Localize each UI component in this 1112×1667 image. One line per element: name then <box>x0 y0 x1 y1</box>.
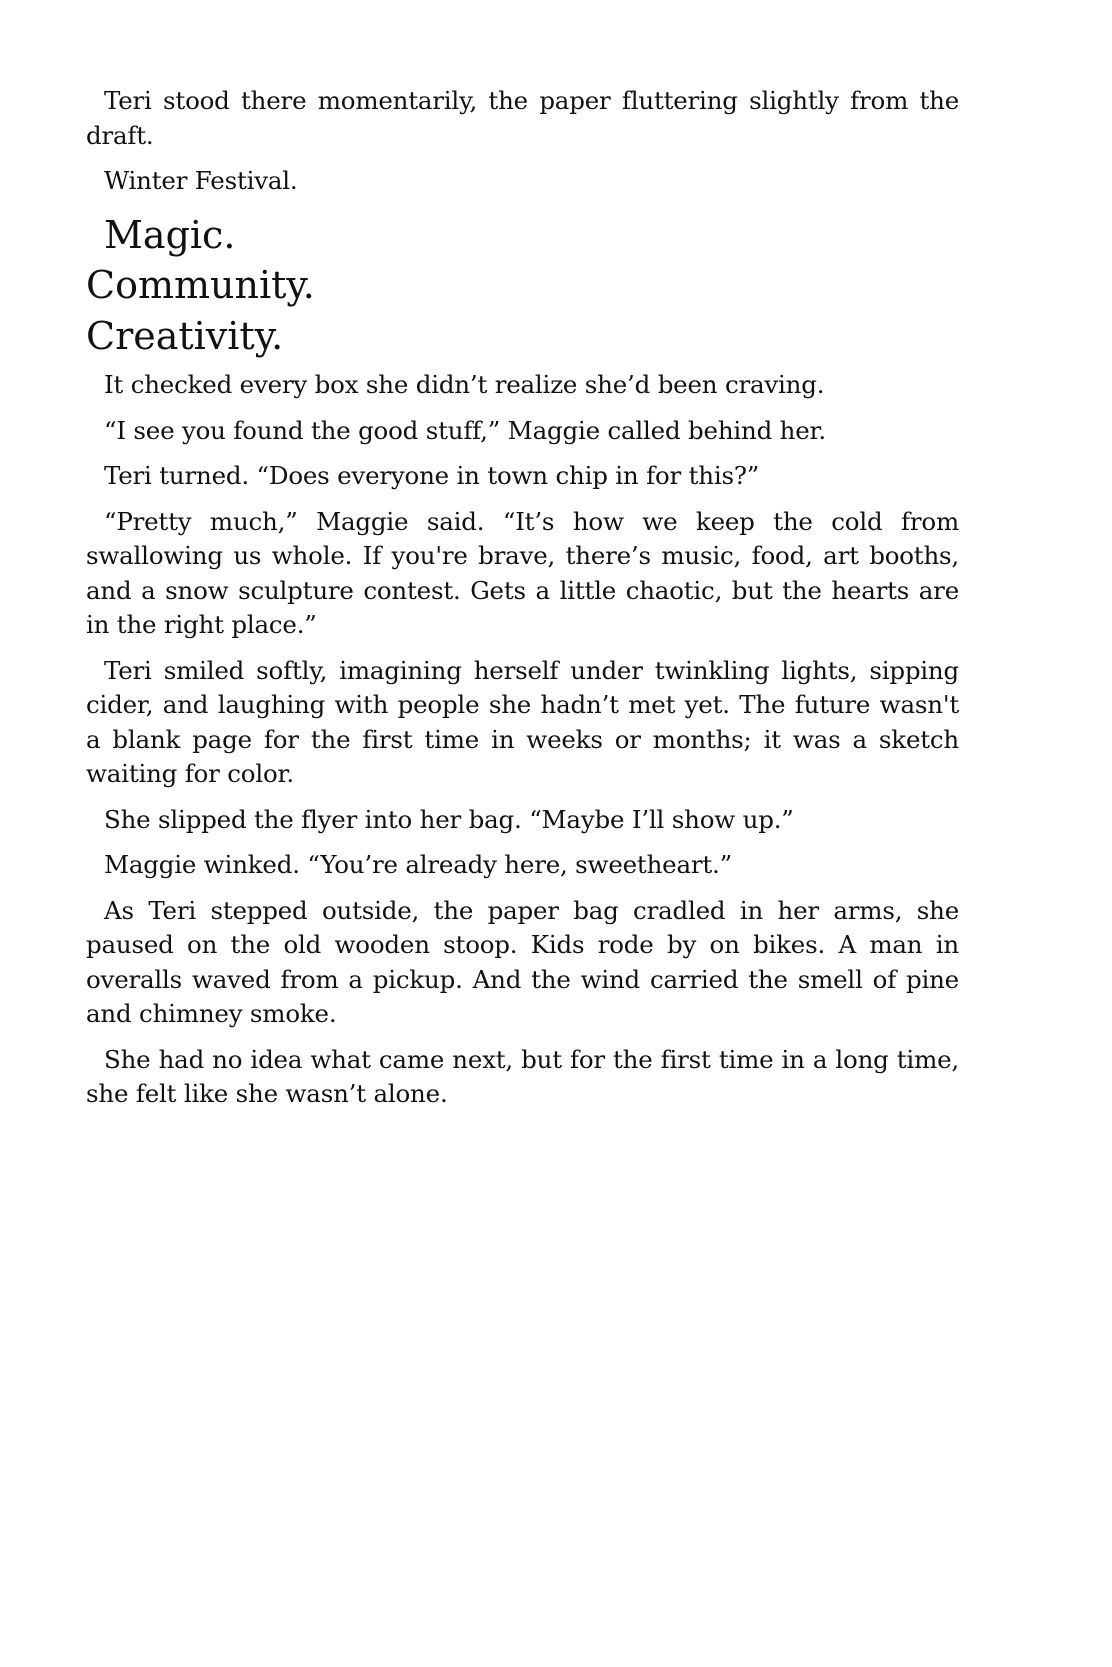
highlight-line-community: Community. <box>86 263 315 307</box>
paragraph: She slipped the flyer into her bag. “Maybe I’ll show up.” <box>104 804 794 834</box>
paragraph: As Teri stepped outside, the paper bag cradled in her arms, she paused on the old wooden stoop. Kids rode by on bikes. A man in overalls waved from a pickup. And the wind carried the smell of pine and chimney smoke. <box>86 895 959 1028</box>
highlight-block <box>86 210 959 362</box>
paragraph: Teri turned. “Does everyone in town chip in for this?” <box>104 461 760 490</box>
paragraph: It checked every box she didn’t realize she’d been craving. <box>104 370 825 399</box>
document-page <box>86 84 959 1123</box>
paragraph: “I see you found the good stuff,” Maggie called behind her. <box>104 415 826 445</box>
paragraph: Teri stood there momentarily, the paper fluttering slightly from the draft. <box>86 86 959 150</box>
highlight-line-magic: Magic. <box>104 212 236 257</box>
paragraph: Teri smiled softly, imagining herself under twinkling lights, sipping cider, and laughing with people she hadn’t met yet. The future wasn't a blank page for the first time in weeks or months; it was a sketch waiting for color. <box>86 655 959 788</box>
paragraph: Winter Festival. <box>104 166 298 195</box>
paragraph: Maggie winked. “You’re already here, sweetheart.” <box>104 850 732 879</box>
paragraph: “Pretty much,” Maggie said. “It’s how we keep the cold from swallowing us whole. If you're brave, there’s music, food, art booths, and a snow sculpture contest. Gets a little chaotic, but the hearts are in the right place.” <box>86 506 959 639</box>
highlight-line-creativity: Creativity. <box>86 313 284 358</box>
paragraph: She had no idea what came next, but for the first time in a long time, she felt like she wasn’t alone. <box>86 1044 959 1108</box>
